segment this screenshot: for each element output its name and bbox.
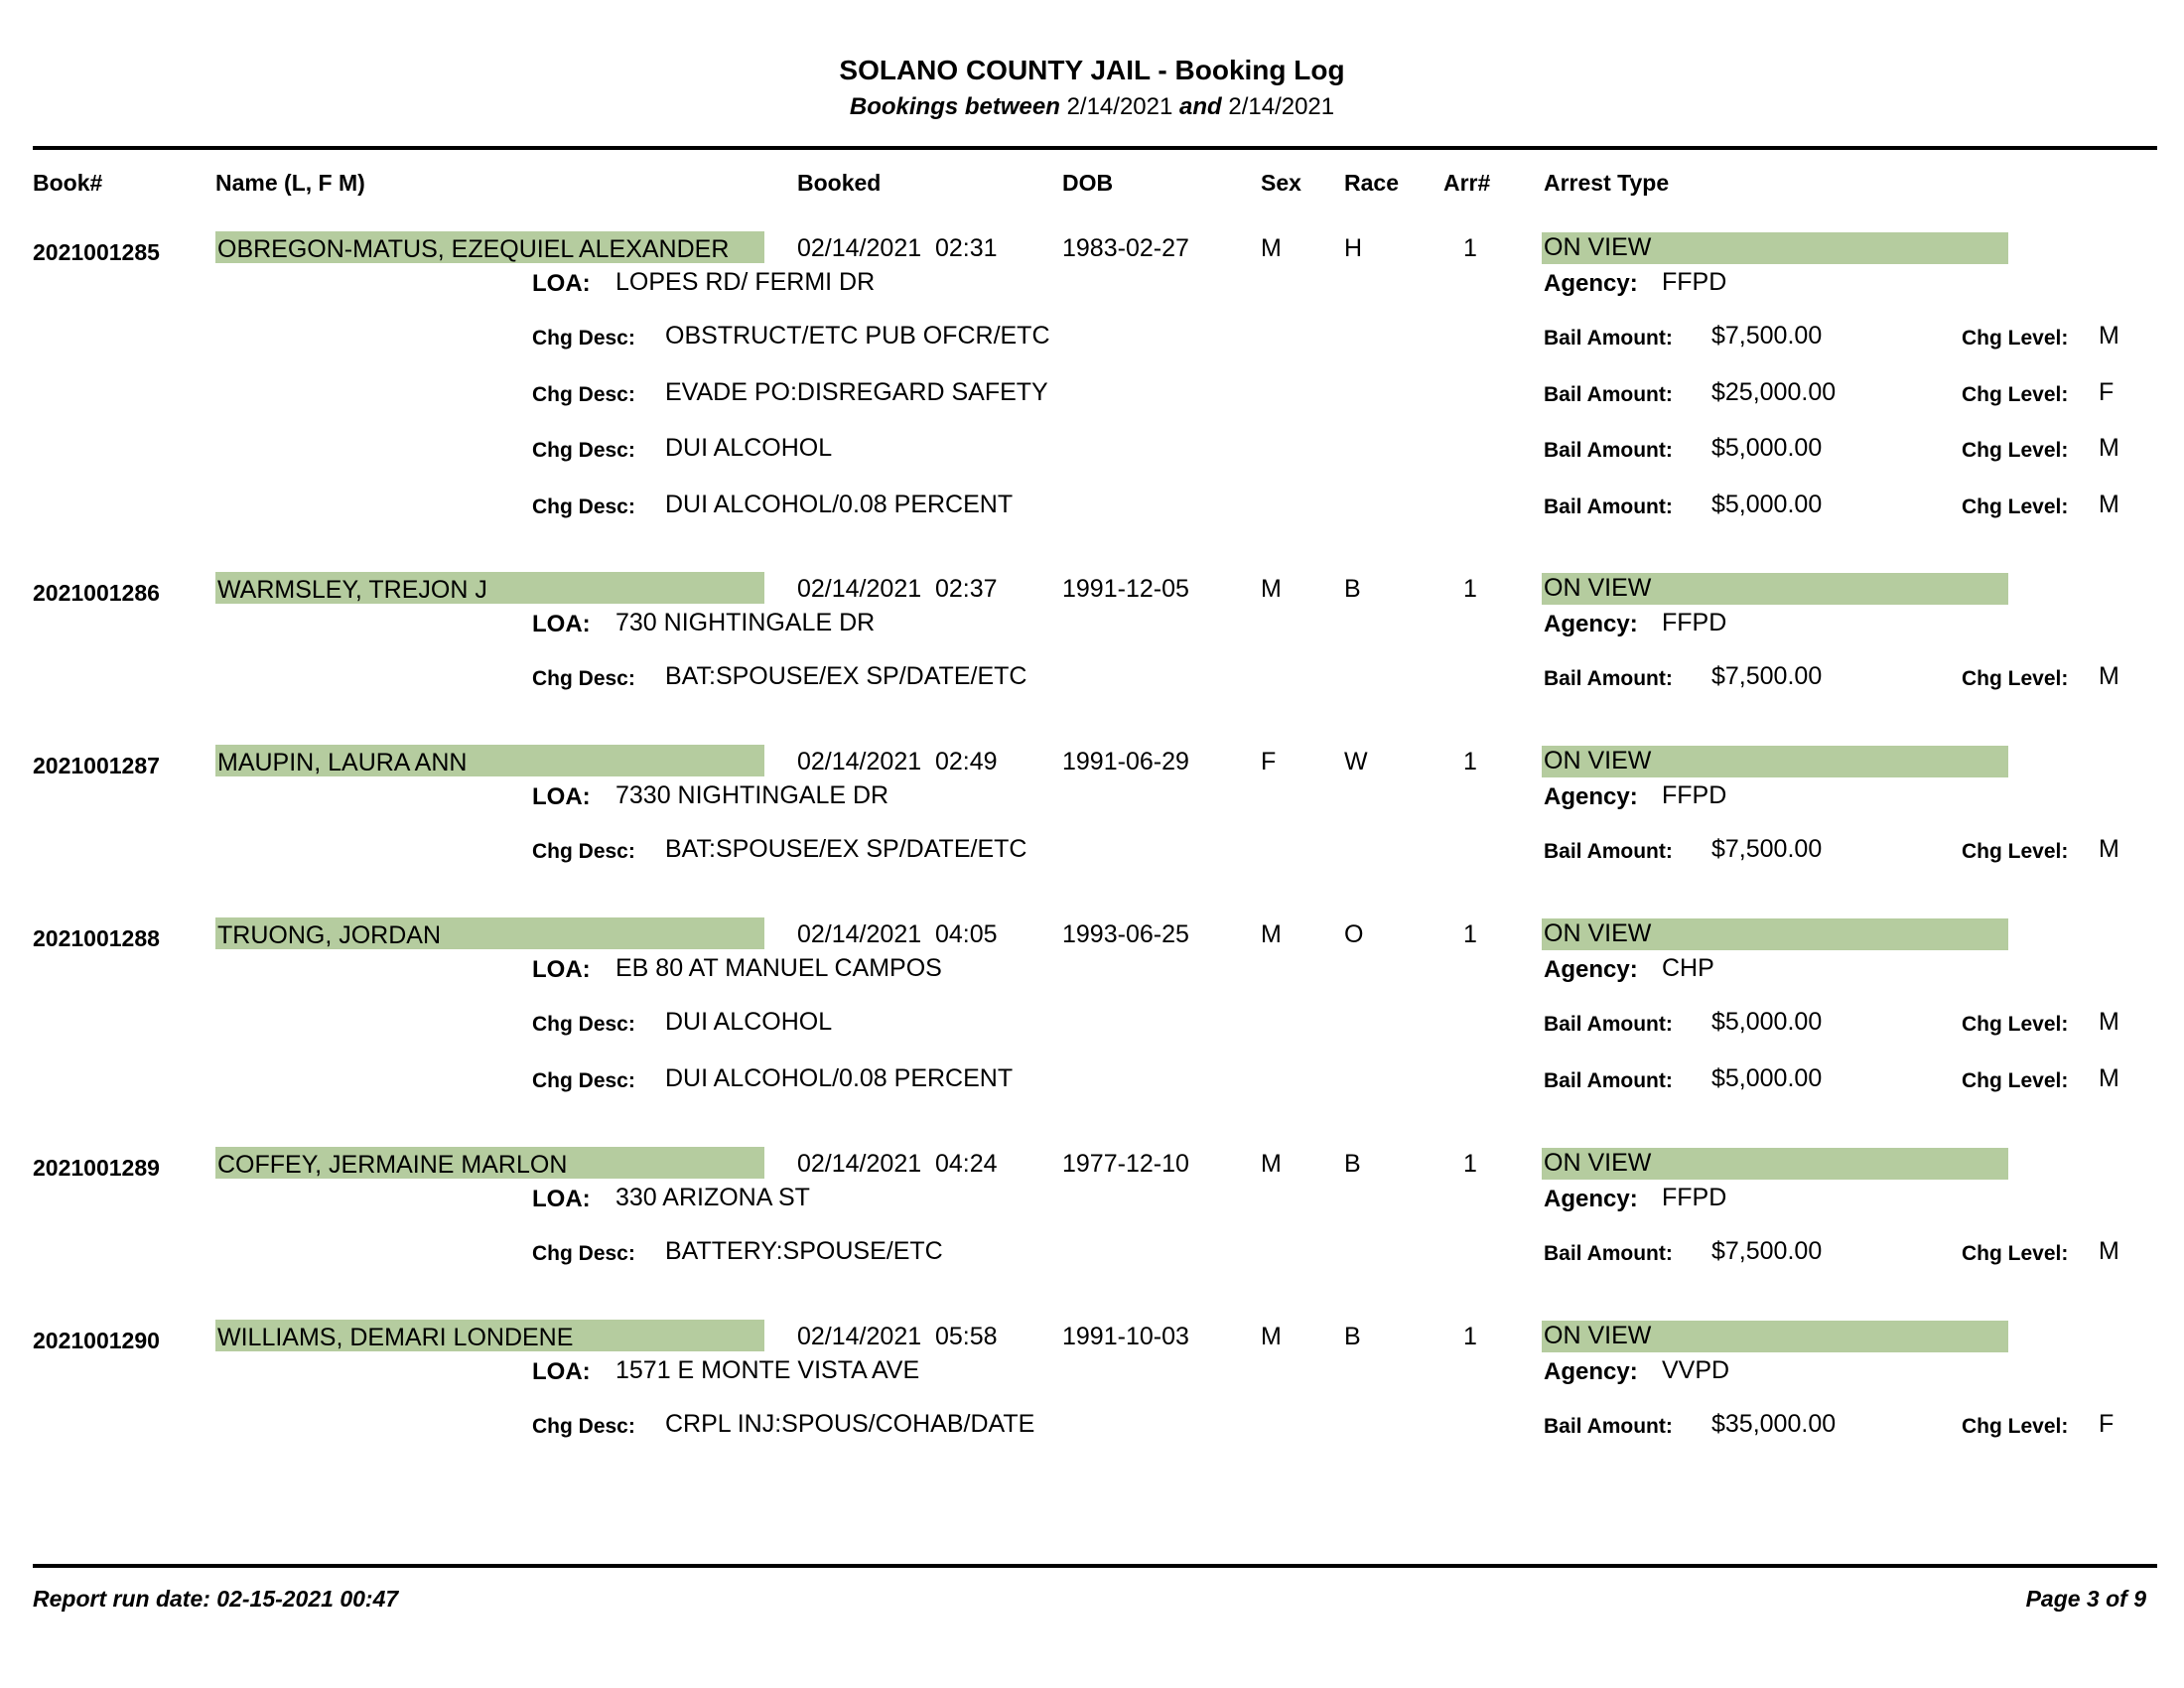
bail-amount-label: Bail Amount: — [1544, 1242, 1673, 1265]
agency-label: Agency: — [1544, 956, 1638, 983]
charge-level-label: Chg Level: — [1962, 494, 2069, 518]
bail-amount: $5,000.00 — [1711, 490, 1823, 518]
subtitle-from-date: 2/14/2021 — [1066, 93, 1173, 120]
col-book: Book# — [33, 170, 103, 196]
agency: FFPD — [1662, 781, 1727, 809]
loa-label: LOA: — [532, 956, 591, 983]
charge-level: M — [2099, 1237, 2119, 1265]
agency: VVPD — [1662, 1356, 1730, 1384]
inmate-name-highlight — [215, 1320, 764, 1351]
sex: M — [1261, 234, 1282, 262]
inmate-name: WARMSLEY, TREJON J — [217, 576, 487, 604]
inmate-name-highlight — [215, 1147, 764, 1179]
booking-number: 2021001287 — [33, 753, 160, 778]
bail-amount-label: Bail Amount: — [1544, 1068, 1673, 1092]
inmate-name-highlight — [215, 231, 764, 263]
charge-desc-label: Chg Desc: — [532, 667, 635, 690]
booked-time: 04:24 — [935, 1150, 998, 1178]
date-of-birth: 1983-02-27 — [1062, 234, 1189, 262]
arrest-type-highlight — [1542, 232, 2008, 264]
booked-time: 04:05 — [935, 920, 998, 948]
charge-desc-label: Chg Desc: — [532, 1242, 635, 1265]
booked-date: 02/14/2021 — [797, 234, 922, 262]
charge-level-label: Chg Level: — [1962, 439, 2069, 462]
col-arr: Arr# — [1443, 170, 1491, 196]
race: B — [1344, 575, 1361, 603]
bail-amount-label: Bail Amount: — [1544, 1013, 1673, 1036]
bail-amount-label: Bail Amount: — [1544, 840, 1673, 863]
charge-desc-label: Chg Desc: — [532, 439, 635, 462]
sex: M — [1261, 575, 1282, 603]
race: B — [1344, 1323, 1361, 1350]
race: W — [1344, 748, 1368, 775]
arrest-type: ON VIEW — [1544, 574, 1652, 602]
inmate-name: COFFEY, JERMAINE MARLON — [217, 1151, 568, 1179]
report-title: SOLANO COUNTY JAIL - Booking Log — [839, 55, 1345, 85]
col-booked: Booked — [797, 170, 882, 196]
charge-level-label: Chg Level: — [1962, 1013, 2069, 1036]
inmate-name: TRUONG, JORDAN — [217, 921, 441, 949]
loa-label: LOA: — [532, 611, 591, 637]
charge-desc-label: Chg Desc: — [532, 382, 635, 406]
sex: F — [1261, 748, 1277, 775]
page-number: Page 3 of 9 — [2025, 1586, 2146, 1612]
agency: FFPD — [1662, 609, 1727, 636]
charge-desc-label: Chg Desc: — [532, 494, 635, 518]
charge-level: M — [2099, 434, 2119, 462]
subtitle-and: and — [1179, 93, 1222, 120]
bail-amount: $7,500.00 — [1711, 322, 1823, 350]
arrest-type-highlight — [1542, 746, 2008, 777]
charge-description: DUI ALCOHOL/0.08 PERCENT — [665, 1063, 1014, 1092]
charge-desc-label: Chg Desc: — [532, 327, 635, 350]
booking-number: 2021001285 — [33, 239, 160, 265]
date-of-birth: 1991-12-05 — [1062, 575, 1189, 603]
location-of-arrest: EB 80 AT MANUEL CAMPOS — [615, 954, 942, 982]
charge-description: BAT:SPOUSE/EX SP/DATE/ETC — [665, 835, 1027, 863]
agency-label: Agency: — [1544, 1186, 1638, 1212]
col-arrest-type: Arrest Type — [1544, 170, 1670, 196]
subtitle-to-date: 2/14/2021 — [1228, 93, 1335, 120]
loa-label: LOA: — [532, 783, 591, 810]
booked-time: 05:58 — [935, 1323, 998, 1350]
charge-level: M — [2099, 322, 2119, 350]
race: B — [1344, 1150, 1361, 1178]
arrest-type-highlight — [1542, 1321, 2008, 1352]
date-of-birth: 1991-10-03 — [1062, 1323, 1189, 1350]
footer-divider — [33, 1564, 2157, 1568]
arrest-type: ON VIEW — [1544, 1322, 1652, 1349]
bail-amount-label: Bail Amount: — [1544, 494, 1673, 518]
inmate-name-highlight — [215, 745, 764, 776]
arrest-number: 1 — [1463, 920, 1477, 948]
booked-date: 02/14/2021 — [797, 1150, 922, 1178]
date-of-birth: 1991-06-29 — [1062, 748, 1189, 775]
loa-label: LOA: — [532, 1358, 591, 1385]
agency: FFPD — [1662, 1184, 1727, 1211]
bail-amount: $7,500.00 — [1711, 1237, 1823, 1265]
col-dob: DOB — [1062, 170, 1114, 196]
charge-description: BATTERY:SPOUSE/ETC — [665, 1237, 943, 1265]
arrest-number: 1 — [1463, 1150, 1477, 1178]
charge-level-label: Chg Level: — [1962, 1068, 2069, 1092]
arrest-type: ON VIEW — [1544, 1149, 1652, 1177]
inmate-name-highlight — [215, 917, 764, 949]
bail-amount: $5,000.00 — [1711, 434, 1823, 462]
charge-desc-label: Chg Desc: — [532, 840, 635, 863]
charge-level-label: Chg Level: — [1962, 840, 2069, 863]
booked-time: 02:31 — [935, 234, 998, 262]
col-name: Name (L, F M) — [215, 170, 365, 196]
arrest-type-highlight — [1542, 1148, 2008, 1180]
arrest-number: 1 — [1463, 234, 1477, 262]
report-run-date: Report run date: 02-15-2021 00:47 — [33, 1586, 399, 1612]
charge-description: DUI ALCOHOL — [665, 434, 833, 462]
charge-level: F — [2099, 377, 2115, 406]
race: O — [1344, 920, 1364, 948]
agency-label: Agency: — [1544, 270, 1638, 297]
bail-amount-label: Bail Amount: — [1544, 667, 1673, 690]
arrest-number: 1 — [1463, 1323, 1477, 1350]
bail-amount: $35,000.00 — [1711, 1410, 1837, 1438]
charge-desc-label: Chg Desc: — [532, 1013, 635, 1036]
charge-level: M — [2099, 1008, 2119, 1036]
col-race: Race — [1344, 170, 1399, 196]
charge-level: M — [2099, 490, 2119, 518]
bail-amount: $5,000.00 — [1711, 1008, 1823, 1036]
location-of-arrest: 7330 NIGHTINGALE DR — [615, 781, 889, 809]
charge-description: EVADE PO:DISREGARD SAFETY — [665, 377, 1048, 406]
charge-desc-label: Chg Desc: — [532, 1415, 635, 1438]
inmate-name: OBREGON-MATUS, EZEQUIEL ALEXANDER — [217, 235, 730, 263]
arrest-type: ON VIEW — [1544, 747, 1652, 774]
booking-number: 2021001286 — [33, 580, 160, 606]
inmate-name: WILLIAMS, DEMARI LONDENE — [217, 1324, 574, 1351]
charge-level-label: Chg Level: — [1962, 327, 2069, 350]
agency-label: Agency: — [1544, 783, 1638, 810]
charge-level: M — [2099, 1063, 2119, 1092]
charge-level-label: Chg Level: — [1962, 667, 2069, 690]
location-of-arrest: LOPES RD/ FERMI DR — [615, 268, 876, 296]
charge-description: OBSTRUCT/ETC PUB OFCR/ETC — [665, 322, 1050, 350]
booked-time: 02:37 — [935, 575, 998, 603]
race: H — [1344, 234, 1363, 262]
bail-amount: $25,000.00 — [1711, 377, 1837, 406]
booked-time: 02:49 — [935, 748, 998, 775]
report-subtitle — [0, 93, 2184, 121]
sex: M — [1261, 1150, 1282, 1178]
inmate-name-highlight — [215, 572, 764, 604]
date-of-birth: 1977-12-10 — [1062, 1150, 1189, 1178]
subtitle-prefix: Bookings between — [849, 93, 1060, 120]
agency: CHP — [1662, 954, 1714, 982]
col-sex: Sex — [1261, 170, 1301, 196]
location-of-arrest: 330 ARIZONA ST — [615, 1184, 810, 1211]
bail-amount: $5,000.00 — [1711, 1063, 1823, 1092]
arrest-number: 1 — [1463, 575, 1477, 603]
arrest-type-highlight — [1542, 573, 2008, 605]
inmate-name: MAUPIN, LAURA ANN — [217, 749, 468, 776]
sex: M — [1261, 920, 1282, 948]
bail-amount-label: Bail Amount: — [1544, 1415, 1673, 1438]
booked-date: 02/14/2021 — [797, 1323, 922, 1350]
charge-level-label: Chg Level: — [1962, 382, 2069, 406]
charge-level: M — [2099, 835, 2119, 863]
charge-level: F — [2099, 1410, 2115, 1438]
arrest-type: ON VIEW — [1544, 233, 1652, 261]
bail-amount-label: Bail Amount: — [1544, 439, 1673, 462]
booking-number: 2021001289 — [33, 1155, 160, 1181]
charge-description: DUI ALCOHOL/0.08 PERCENT — [665, 490, 1014, 518]
charge-level-label: Chg Level: — [1962, 1242, 2069, 1265]
date-of-birth: 1993-06-25 — [1062, 920, 1189, 948]
arrest-type: ON VIEW — [1544, 919, 1652, 947]
location-of-arrest: 730 NIGHTINGALE DR — [615, 609, 876, 636]
booked-date: 02/14/2021 — [797, 748, 922, 775]
charge-level: M — [2099, 662, 2119, 690]
loa-label: LOA: — [532, 1186, 591, 1212]
charge-description: DUI ALCOHOL — [665, 1008, 833, 1036]
arrest-number: 1 — [1463, 748, 1477, 775]
charge-desc-label: Chg Desc: — [532, 1068, 635, 1092]
charge-description: CRPL INJ:SPOUS/COHAB/DATE — [665, 1410, 1035, 1438]
booked-date: 02/14/2021 — [797, 575, 922, 603]
location-of-arrest: 1571 E MONTE VISTA AVE — [615, 1356, 920, 1384]
arrest-type-highlight — [1542, 918, 2008, 950]
charge-description: BAT:SPOUSE/EX SP/DATE/ETC — [665, 662, 1027, 690]
agency-label: Agency: — [1544, 611, 1638, 637]
bail-amount-label: Bail Amount: — [1544, 327, 1673, 350]
agency: FFPD — [1662, 268, 1727, 296]
charge-level-label: Chg Level: — [1962, 1415, 2069, 1438]
booked-date: 02/14/2021 — [797, 920, 922, 948]
sex: M — [1261, 1323, 1282, 1350]
bail-amount: $7,500.00 — [1711, 662, 1823, 690]
loa-label: LOA: — [532, 270, 591, 297]
booking-number: 2021001288 — [33, 925, 160, 951]
booking-number: 2021001290 — [33, 1328, 160, 1353]
bail-amount-label: Bail Amount: — [1544, 382, 1673, 406]
bail-amount: $7,500.00 — [1711, 835, 1823, 863]
header-divider — [33, 146, 2157, 150]
agency-label: Agency: — [1544, 1358, 1638, 1385]
